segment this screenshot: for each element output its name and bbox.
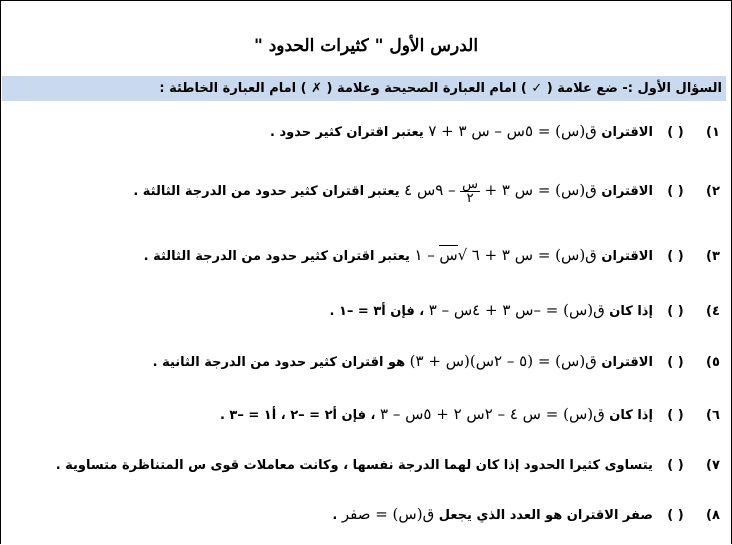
item-number: ٥) — [706, 355, 720, 370]
item-number: ٨) — [706, 508, 720, 523]
item-math: ق(س) = –س ٣ + ٤س – ٣ — [428, 301, 605, 319]
item-tail: يعتبر اقتران كثير حدود من الدرجة الثالثة . — [133, 184, 400, 199]
answer-box[interactable]: ( ) — [667, 355, 684, 370]
item-lead: الاقتران — [601, 355, 653, 370]
item-tail: ، فإن أ٢ = –٢ ، أ١ = –٣ . — [219, 408, 376, 423]
item-number: ٧) — [706, 458, 720, 473]
item-math-rest: – ٩س ٤ — [404, 181, 456, 199]
fraction — [460, 178, 480, 205]
fraction-numerator: س — [462, 177, 479, 192]
item-tail: هو اقتران كثير حدود من الدرجة الثانية . — [152, 355, 406, 370]
item-math: ق(س) = س ٤ – ٢س ٢ + ٥س – ٣ — [379, 405, 605, 423]
list-item — [0, 241, 732, 269]
answer-box[interactable]: ( ) — [667, 458, 684, 473]
sqrt-sign: √ — [457, 246, 468, 264]
fraction-denominator: ٢ — [466, 191, 474, 206]
item-lead: يتساوى كثيرا الحدود إذا كان لهما الدرجة نفسها ، وكانت معاملات قوى س المتناظرة متساوية . — [55, 458, 653, 473]
question-header: السؤال الأول :- ضع علامة ( ✓ ) امام العبارة الصحيحة وعلامة ( ✗ ) امام العبارة الخاطئة : — [2, 76, 726, 101]
answer-box[interactable]: ( ) — [667, 249, 684, 264]
item-math: ق(س) = س ٣ + — [484, 181, 597, 199]
item-math: ق(س) = ٥س – س ٣ + ٧ — [428, 122, 597, 140]
item-math: ق(س) = (٥ – ٢س)(س + ٣) — [409, 352, 597, 370]
item-lead: إذا كان — [609, 408, 653, 423]
answer-box[interactable]: ( ) — [667, 508, 684, 523]
item-lead: الاقتران — [601, 125, 653, 140]
item-number: ٦) — [706, 408, 720, 423]
list-item — [0, 452, 732, 480]
item-lead: إذا كان — [609, 304, 653, 319]
item-tail: يعتبر اقتران كثير حدود من الدرجة الثالثة . — [143, 249, 410, 264]
item-math: ق(س) = صفر — [341, 505, 435, 523]
item-number: ٢) — [706, 184, 720, 199]
answer-box[interactable]: ( ) — [667, 408, 684, 423]
answer-box[interactable]: ( ) — [667, 304, 684, 319]
item-number: ٣) — [706, 249, 720, 264]
item-tail: يعتبر اقتران كثير حدود . — [270, 125, 424, 140]
list-item — [0, 117, 732, 145]
list-item — [0, 176, 732, 204]
item-math-rest: – ١ — [414, 246, 435, 264]
item-lead: صفر الاقتران هو العدد الذي يجعل — [438, 508, 653, 523]
item-number: ١) — [706, 125, 720, 140]
page-title: الدرس الأول " كثيرات الحدود " — [253, 36, 479, 56]
item-lead: الاقتران — [601, 184, 653, 199]
item-lead: الاقتران — [601, 249, 653, 264]
list-item — [0, 296, 732, 324]
item-number: ٤) — [706, 304, 720, 319]
item-math: ق(س) = س ٣ + ٦ — [471, 246, 597, 264]
item-tail: . — [332, 508, 338, 523]
answer-box[interactable]: ( ) — [667, 125, 684, 140]
list-item — [0, 400, 732, 428]
sqrt-radicand: س — [439, 246, 458, 264]
list-item — [0, 347, 732, 375]
item-tail: ، فإن أ٣ = –١ . — [329, 304, 425, 319]
list-item — [0, 500, 732, 528]
answer-box[interactable]: ( ) — [667, 184, 684, 199]
